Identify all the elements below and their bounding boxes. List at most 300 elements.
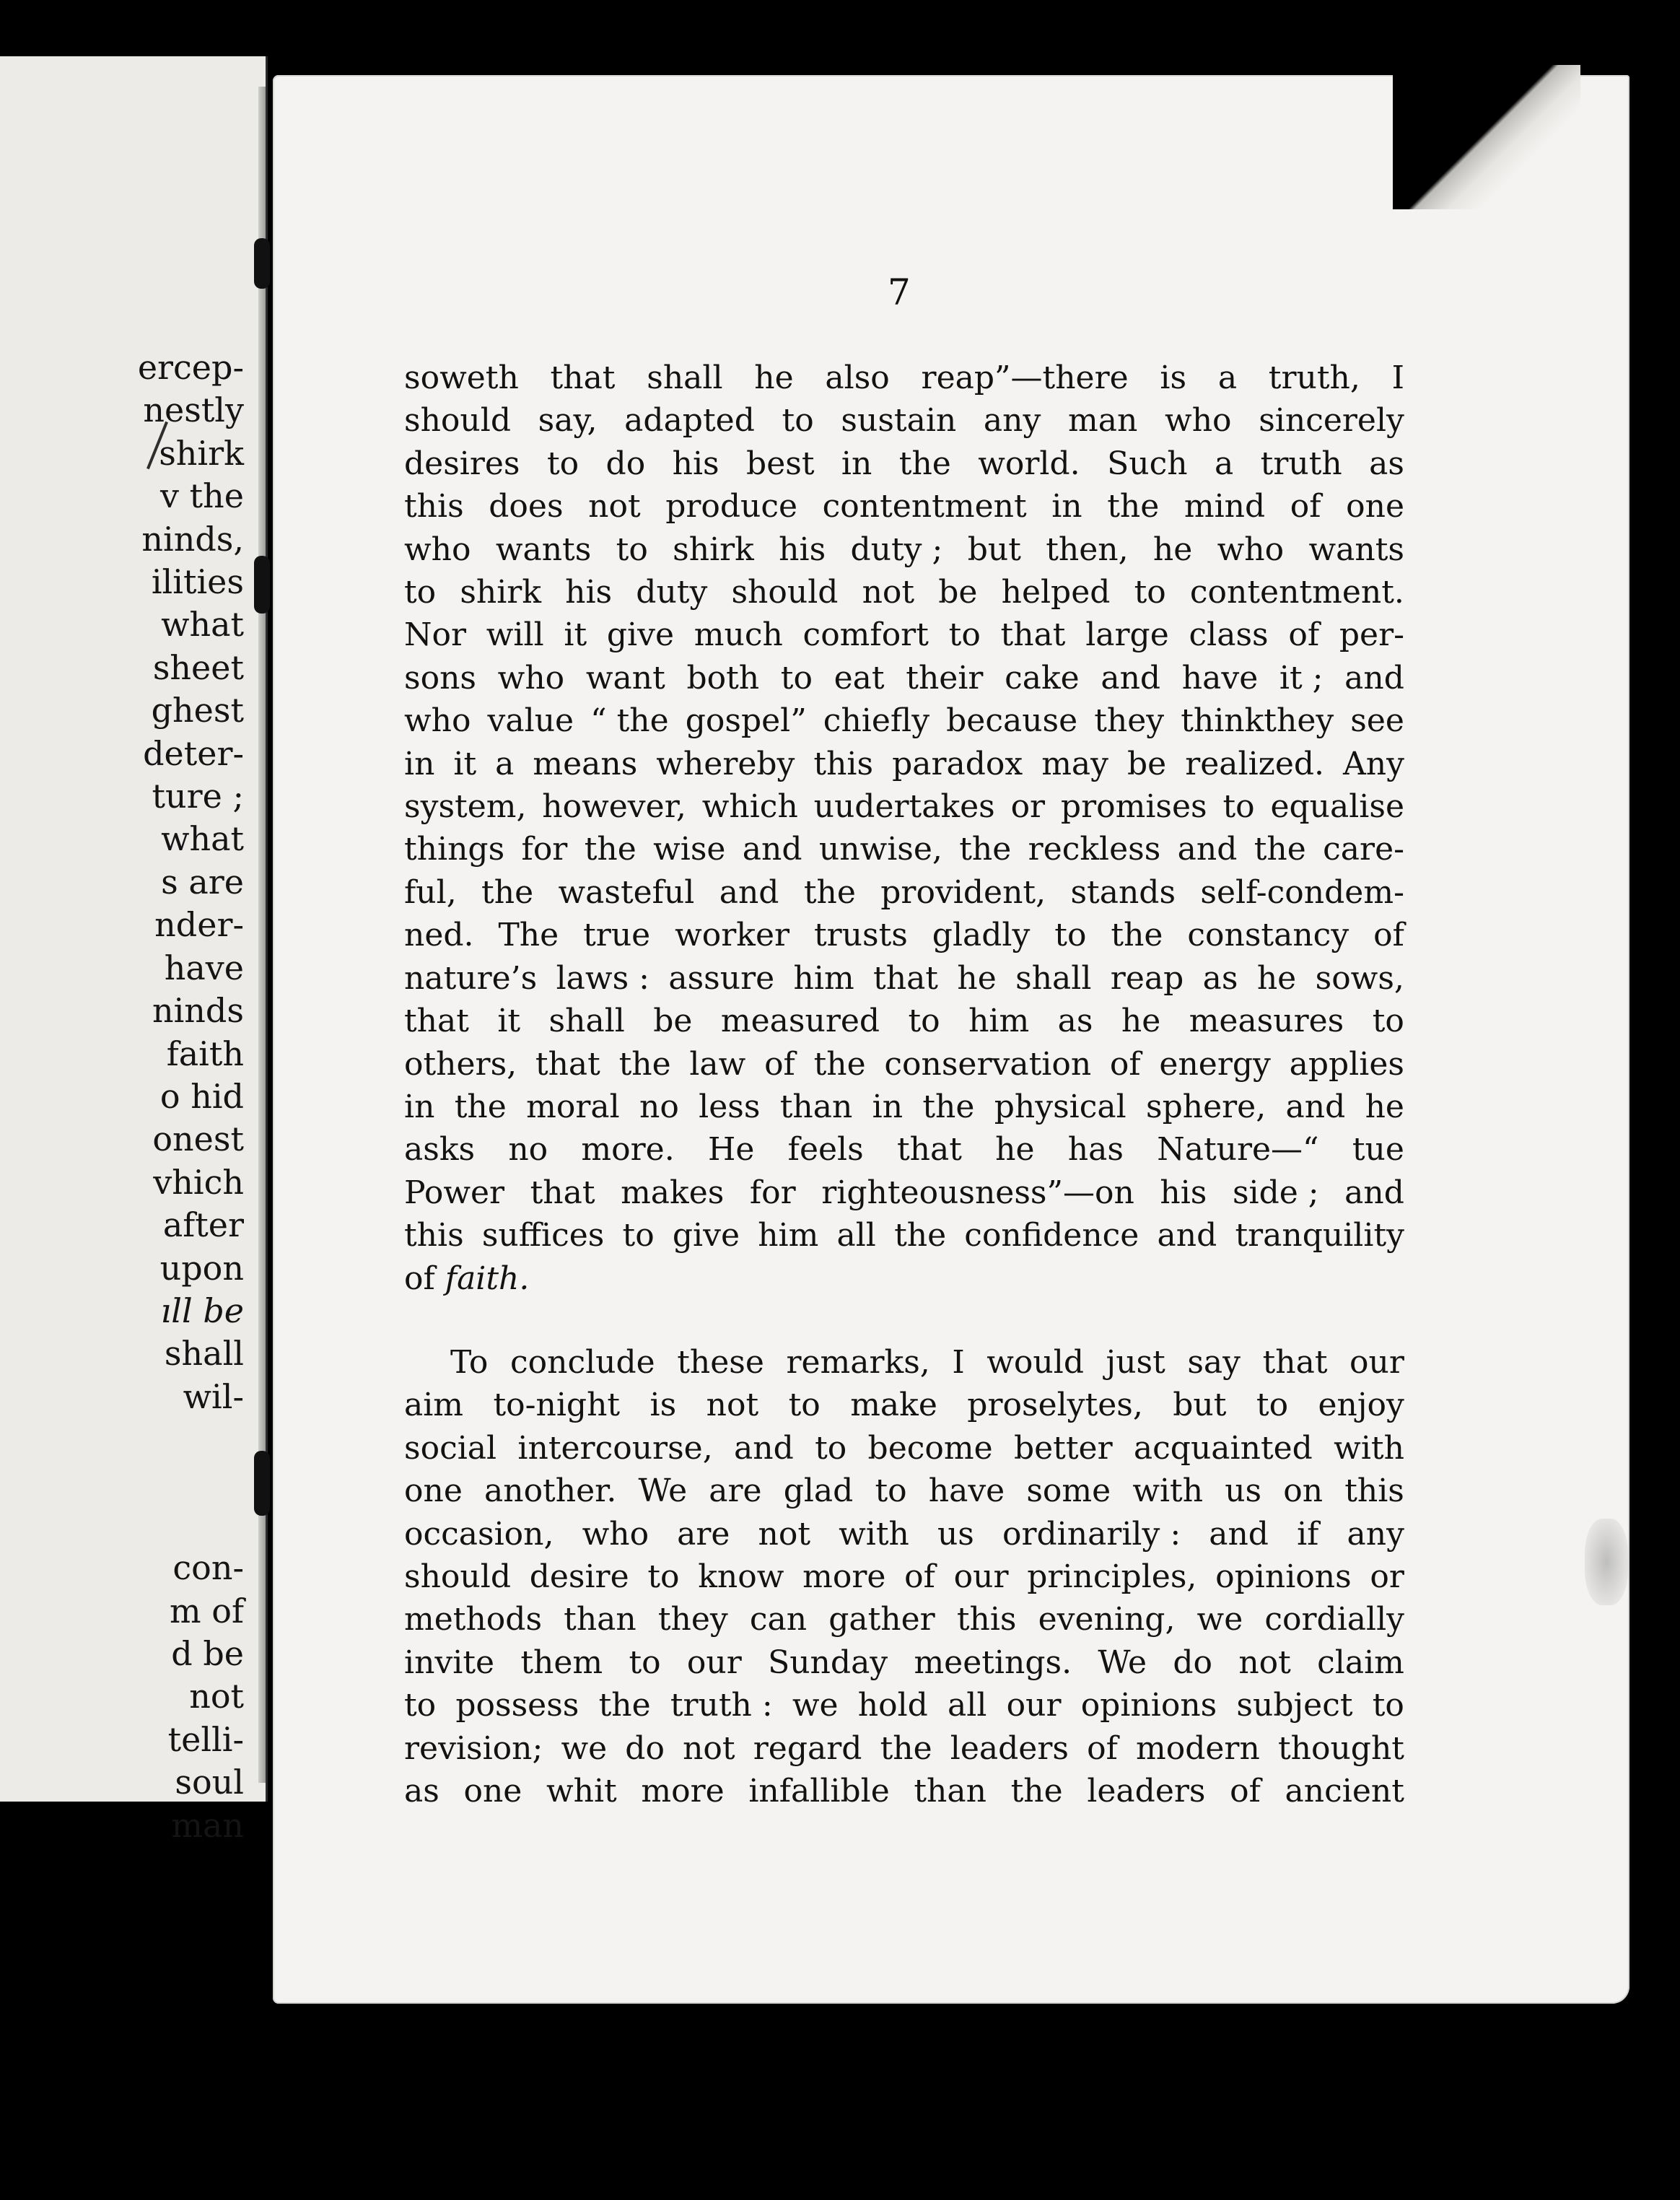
word: and (1344, 1174, 1404, 1211)
word: cake (1005, 659, 1080, 697)
word: we (792, 1687, 839, 1724)
word: the (803, 873, 856, 911)
word: and (719, 873, 779, 911)
word: his (779, 531, 826, 568)
word: conclude (509, 1344, 655, 1381)
word: of (1288, 616, 1320, 654)
word: to (1372, 1687, 1404, 1724)
word: gospel” (685, 702, 807, 740)
line-fragment: ilities (151, 562, 244, 602)
word: their (906, 659, 984, 697)
word: than (779, 1088, 853, 1125)
word: and (1344, 659, 1404, 697)
word: it ; (1279, 659, 1324, 697)
word: glad (783, 1472, 854, 1510)
word: that (550, 359, 616, 396)
word: in (404, 745, 435, 782)
word: sons (404, 659, 476, 697)
word: but (1173, 1387, 1227, 1424)
word: that (530, 1174, 595, 1211)
word: paradox (892, 745, 1023, 782)
word: ned. (404, 917, 474, 954)
word: we (1196, 1601, 1243, 1638)
word: any (983, 402, 1041, 440)
word: self-condem- (1200, 873, 1404, 911)
word: ordinarily : (1002, 1515, 1181, 1553)
word: to (1054, 917, 1087, 954)
line-fragment: deter- (143, 733, 244, 773)
word: to (815, 1429, 847, 1467)
word: conservation (884, 1045, 1092, 1083)
line-fragment: upon (159, 1248, 244, 1288)
word: with (1334, 1429, 1404, 1467)
line-fragment: v the (160, 476, 244, 516)
word: the (813, 1045, 866, 1083)
word: to-night (493, 1387, 621, 1424)
word: stands (1070, 873, 1176, 911)
word: would (986, 1344, 1084, 1381)
word: social (404, 1429, 497, 1467)
text-line (404, 357, 1404, 399)
word: of (1290, 488, 1321, 525)
line-fragment: man (171, 1805, 244, 1845)
word: who (1165, 402, 1232, 440)
word: righteousness”—on (821, 1174, 1134, 1211)
word: to (780, 659, 813, 697)
word: and (1285, 1088, 1346, 1125)
word: as (1369, 445, 1404, 482)
word: this (404, 488, 464, 525)
word: wants (495, 531, 592, 568)
word: he (957, 959, 997, 997)
word: thinkthey (1181, 702, 1334, 740)
word: to (546, 445, 579, 482)
word: applies (1289, 1045, 1404, 1083)
word: shall (1015, 959, 1092, 997)
word: or (1010, 788, 1046, 826)
word: be (938, 574, 978, 611)
word: measures (1189, 1003, 1344, 1040)
word: are (709, 1472, 762, 1510)
word: of (1230, 1773, 1261, 1810)
word: duty ; (850, 531, 943, 568)
word: be (1126, 745, 1167, 782)
word: suffices (481, 1217, 605, 1254)
word: regard (753, 1729, 862, 1767)
word: may (1041, 745, 1108, 782)
word: Power (404, 1174, 505, 1211)
text-line (404, 785, 1404, 828)
word: reckless (1028, 831, 1161, 868)
word: it (497, 1003, 521, 1040)
word: eat (834, 659, 885, 697)
word: that (535, 1045, 600, 1083)
word: to (622, 1217, 655, 1254)
word: less (699, 1088, 761, 1125)
text-line (404, 442, 1404, 485)
word: to (629, 1644, 661, 1681)
word: Nor (404, 616, 467, 654)
word: does (489, 488, 564, 525)
word: shirk (460, 574, 541, 611)
word: mind (1184, 488, 1266, 525)
word: not (862, 574, 915, 611)
word: To (450, 1344, 489, 1381)
word: do (1173, 1644, 1213, 1681)
word: one (463, 1773, 522, 1810)
word: wise (653, 831, 726, 868)
word: sows, (1315, 959, 1404, 997)
word: he (1121, 1003, 1161, 1040)
word: should (731, 574, 839, 611)
word: sustain (841, 402, 957, 440)
line-fragment: ercep- (137, 348, 244, 387)
word: which (701, 788, 798, 826)
word: in (841, 445, 872, 482)
word: tranquility (1235, 1217, 1404, 1254)
word: this (404, 1217, 464, 1254)
word: worker (675, 917, 790, 954)
word: it (453, 745, 477, 782)
text-line (404, 1684, 1404, 1727)
word: class (1189, 616, 1269, 654)
word: some (1026, 1472, 1111, 1510)
word: have (928, 1472, 1005, 1510)
line-fragment: shirk (159, 433, 244, 473)
word: the (618, 1045, 671, 1083)
word: of (1109, 1045, 1141, 1083)
word: remarks, (786, 1344, 930, 1381)
word: assure (668, 959, 775, 997)
word: comfort (802, 616, 929, 654)
binding-gutter (258, 87, 266, 1783)
word: principles, (1027, 1558, 1197, 1596)
word: to (1256, 1387, 1289, 1424)
word: opinions (1215, 1558, 1352, 1596)
word: of (764, 1045, 795, 1083)
word: laws : (556, 959, 649, 997)
word: can (749, 1601, 808, 1638)
word: more (802, 1558, 886, 1596)
word: contentment (822, 488, 1027, 525)
word: the (880, 1729, 932, 1767)
word: We (638, 1472, 688, 1510)
word: that (404, 1003, 469, 1040)
word: are (677, 1515, 730, 1553)
binding-stitch (254, 238, 270, 289)
word: who (1217, 531, 1285, 568)
paragraph-gap (138, 1418, 244, 1547)
text-line (404, 528, 1404, 571)
binding-stitch (254, 556, 270, 614)
word: the (894, 1217, 947, 1254)
word: sphere, (1146, 1088, 1266, 1125)
line-fragment: what (161, 605, 244, 645)
word: these (677, 1344, 764, 1381)
line-fragment: ture ; (152, 777, 244, 816)
word: wasteful (558, 873, 695, 911)
word: be (653, 1003, 693, 1040)
word: and (1101, 659, 1161, 697)
text-line (404, 871, 1404, 914)
word: he (754, 359, 794, 396)
word: realized. (1185, 745, 1325, 782)
word: say, (538, 402, 598, 440)
word: our (953, 1558, 1009, 1596)
word: who (497, 659, 565, 697)
word: equalise (1270, 788, 1404, 826)
word: should (404, 402, 511, 440)
word: this (1344, 1472, 1404, 1510)
word: not (588, 488, 641, 525)
text-line (404, 1598, 1404, 1641)
line-fragment: d be (171, 1633, 244, 1673)
previous-page-line-endings (138, 346, 244, 1847)
word: is (1160, 359, 1187, 396)
text-line (404, 1086, 1404, 1128)
word: who (404, 702, 471, 740)
text-line (404, 571, 1404, 614)
word: do (625, 1729, 665, 1767)
word: do (605, 445, 646, 482)
word: reap”—there (921, 359, 1129, 396)
line-fragment: faith (166, 1034, 244, 1073)
word: Any (1343, 745, 1404, 782)
text-line (404, 614, 1404, 656)
word: to (908, 1003, 940, 1040)
word: confidence (964, 1217, 1139, 1254)
word: aim (404, 1387, 464, 1424)
word: become (867, 1429, 993, 1467)
word: to (782, 402, 814, 440)
word: ancient (1285, 1773, 1404, 1810)
text-line (404, 743, 1404, 785)
word: soweth (404, 359, 519, 396)
word: than (564, 1601, 636, 1638)
word: truth (1260, 445, 1342, 482)
word: desire (529, 1558, 629, 1596)
word: unwise, (818, 831, 942, 868)
word: any (1347, 1515, 1404, 1553)
word: for (521, 831, 568, 868)
word: revision; (404, 1729, 543, 1767)
torn-page-corner (1393, 65, 1580, 209)
page-smudge (1585, 1519, 1628, 1605)
word: contentment. (1189, 574, 1404, 611)
word: means (533, 745, 638, 782)
word: our (686, 1644, 742, 1681)
word: enjoy (1318, 1387, 1404, 1424)
line-fragment: nder- (154, 905, 244, 945)
line-fragment: ıll be (160, 1291, 244, 1330)
line-fragment: s are (161, 862, 244, 902)
line-fragment: have (164, 948, 244, 987)
word: know (698, 1558, 784, 1596)
word: than (914, 1773, 986, 1810)
word: see (1350, 702, 1404, 740)
word: methods (404, 1601, 543, 1638)
word: just (1106, 1344, 1165, 1381)
word: a (495, 745, 515, 782)
word: large (1085, 616, 1169, 654)
word: system, (404, 788, 527, 826)
word: the (1111, 917, 1163, 954)
word: one (404, 1472, 463, 1510)
word: our (1349, 1344, 1404, 1381)
line-fragment: m of (170, 1591, 244, 1631)
word: they (657, 1601, 728, 1638)
word: the (1010, 1773, 1063, 1810)
line-fragment: telli- (167, 1719, 244, 1759)
word: because (946, 702, 1078, 740)
word: he (1256, 959, 1297, 997)
word: sincerely (1259, 402, 1404, 440)
word: the (584, 831, 636, 868)
word: of (404, 1260, 435, 1297)
word: thought (1277, 1729, 1404, 1767)
word: Sunday (768, 1644, 888, 1681)
text-line (404, 1171, 1404, 1214)
word: a (1214, 445, 1234, 482)
word: the (922, 1088, 975, 1125)
line-fragment: soul (175, 1763, 244, 1802)
word: makes (621, 1174, 725, 1211)
word: his (565, 574, 613, 611)
word: who (582, 1515, 649, 1553)
word: and (1157, 1217, 1217, 1254)
word: nature’s (404, 959, 538, 997)
word: hold (857, 1687, 928, 1724)
word: law (689, 1045, 746, 1083)
word: shall (548, 1003, 625, 1040)
word: that (873, 959, 938, 997)
word: his (672, 445, 719, 482)
word: not (706, 1387, 759, 1424)
word: however, (542, 788, 686, 826)
word: the (454, 1088, 507, 1125)
word: he (995, 1131, 1035, 1169)
text-line (404, 1641, 1404, 1684)
word: invite (404, 1644, 495, 1681)
word: I (1391, 359, 1404, 396)
text-line (404, 828, 1404, 870)
word: moral (526, 1088, 620, 1125)
word: will (486, 616, 544, 654)
word: if (1297, 1515, 1319, 1553)
text-line (404, 1000, 1404, 1042)
word: ful, (404, 873, 457, 911)
word: and (742, 831, 802, 868)
word: constancy (1187, 917, 1349, 954)
text-line (404, 1555, 1404, 1598)
word: modern (1136, 1729, 1260, 1767)
word: gather (828, 1601, 935, 1638)
word: to (1222, 788, 1255, 826)
word: physical (994, 1088, 1126, 1125)
word: the (1107, 488, 1160, 525)
previous-page (0, 56, 268, 1845)
word: on (1283, 1472, 1324, 1510)
word: opinions (1080, 1687, 1217, 1724)
word: wants (1308, 531, 1404, 568)
word: to (1134, 574, 1166, 611)
word: leaders (950, 1729, 1069, 1767)
word: uudertakes (813, 788, 995, 826)
word: us (1225, 1472, 1262, 1510)
line-fragment: vhich (153, 1162, 244, 1202)
word: the (959, 831, 1012, 868)
word: energy (1159, 1045, 1271, 1083)
word: others, (404, 1045, 517, 1083)
text-line (404, 1770, 1404, 1812)
text-line (404, 399, 1404, 442)
text-line (404, 1043, 1404, 1086)
word: meetings. (914, 1644, 1072, 1681)
word: no (508, 1131, 548, 1169)
word: to (616, 531, 648, 568)
word: cordially (1264, 1601, 1404, 1638)
word: that (1262, 1344, 1328, 1381)
word: occasion, (404, 1515, 554, 1553)
word: best (746, 445, 815, 482)
word: feels (787, 1131, 864, 1169)
word: things (404, 831, 505, 868)
word: intercourse, (517, 1429, 713, 1467)
word: and (734, 1429, 794, 1467)
line-fragment: con- (172, 1548, 244, 1588)
word: but (967, 531, 1021, 568)
word: subject (1236, 1687, 1353, 1724)
word: trusts (813, 917, 908, 954)
line-fragment: ghest (151, 691, 244, 730)
word: in (404, 1088, 435, 1125)
word: leaders (1087, 1773, 1206, 1810)
word: more. (581, 1131, 675, 1169)
word: asks (404, 1131, 476, 1169)
line-fragment: sheet (152, 647, 244, 687)
word: true (583, 917, 651, 954)
word: who (404, 531, 471, 568)
word: care- (1323, 831, 1404, 868)
word: claim (1317, 1644, 1404, 1681)
word: we (561, 1729, 608, 1767)
word: the (898, 445, 951, 482)
line-fragment: what (161, 819, 244, 859)
word: shall (647, 359, 723, 396)
word: for (749, 1174, 796, 1211)
word: all (836, 1217, 876, 1254)
word: The (498, 917, 559, 954)
word: evening, (1038, 1601, 1176, 1638)
line-fragment: nestly (143, 390, 244, 430)
paragraph-2 (404, 1341, 1404, 1812)
word: them (520, 1644, 603, 1681)
word: have (1181, 659, 1259, 697)
word: to (948, 616, 981, 654)
word: to (1372, 1003, 1404, 1040)
word: give (672, 1217, 740, 1254)
word: “ the (590, 702, 669, 740)
word: duty (636, 574, 708, 611)
word: better (1013, 1429, 1113, 1467)
word: proselytes, (967, 1387, 1143, 1424)
word: acquainted (1133, 1429, 1313, 1467)
word: produce (665, 488, 798, 525)
word: tue (1352, 1131, 1404, 1169)
word: to (404, 1687, 437, 1724)
word: in (872, 1088, 904, 1125)
word: whereby (656, 745, 795, 782)
